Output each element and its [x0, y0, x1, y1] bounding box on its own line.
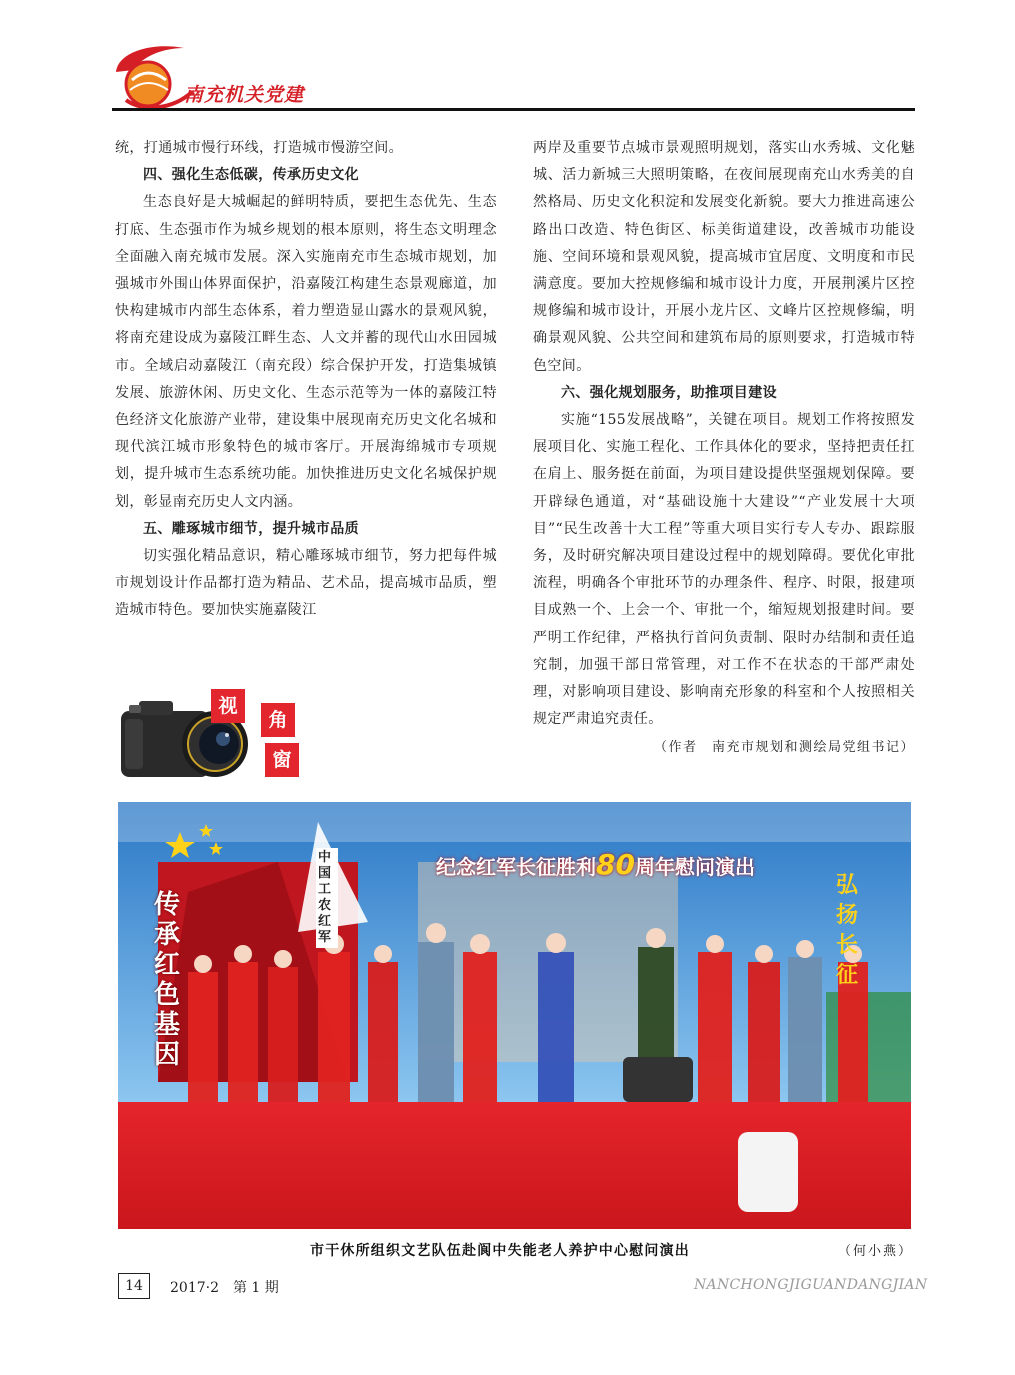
- author-signature: （作者 南充市规划和测绘局党组书记）: [653, 740, 915, 756]
- paragraph: 实施“155发展战略”，关键在项目。规划工作将按照发展项目化、实施工程化、工作具体化的要求，坚持把责任扛在肩上、服务挺在前面，为项目建设提供坚强规划保障。要开辟绿色通道，对“基础设施十大建设”“产业发展十大项目”“民生改善十大工程”等重大项目实行专人专办、跟踪服务，及时研究解决项目建设过程中的规划障碍。要优化审批流程，明确各个审批环节的办理条件、程序、时限，报建项目成熟一个、上会一个、审批一个，缩短规划报建时间。要严明工作纪律，严格执行首问负责制、限时办结制和责任追究制，加强干部日常管理，对工作不在状态的干部严肃处理，对影响项目建设、影响南充形象的科室和个人按照相关规定严肃追究责任。: [533, 412, 915, 728]
- banner-text: 周年慰问演出: [634, 855, 755, 879]
- banner-number: 80: [596, 848, 635, 881]
- left-slogan: 传承红色基因: [154, 890, 181, 1070]
- badge-char: 视: [211, 689, 245, 723]
- magazine-name-en: NANCHONGJIGUANDANGJIAN: [694, 1277, 928, 1293]
- issue-label: 2017·2 第 1 期: [170, 1280, 279, 1296]
- section-heading: 五、雕琢城市细节，提升城市品质: [143, 520, 359, 537]
- section-heading: 四、强化生态低碳，传承历史文化: [143, 167, 359, 184]
- banner-text: 纪念红军长征胜利: [436, 855, 596, 879]
- badge-char: 角: [261, 703, 295, 737]
- paragraph: 切实强化精品意识，精心雕琢城市细节，努力把每件城市规划设计作品都打造为精品、艺术品，提高城市品质，塑造城市特色。要加快实施嘉陵江: [115, 548, 497, 619]
- section-badge: [115, 685, 325, 790]
- photo-credit: （何小燕）: [838, 1244, 914, 1259]
- page-header: [0, 0, 1015, 120]
- header-rule: [112, 108, 915, 111]
- section-heading: 六、强化规划服务，助推项目建设: [561, 384, 777, 401]
- right-slogan: 弘扬长征: [836, 872, 859, 988]
- brand-title: 南充机关党建: [184, 84, 305, 106]
- paragraph: 统，打通城市慢行环线，打造城市慢游空间。: [115, 140, 403, 156]
- badge-char: 窗: [265, 743, 299, 777]
- performance-photo: [118, 802, 911, 1229]
- photo-banner: [436, 848, 755, 881]
- page-number: 14: [118, 1273, 150, 1299]
- right-column: [533, 135, 915, 762]
- photo-caption: 市干休所组织文艺队伍赴阆中失能老人养护中心慰问演出: [310, 1243, 690, 1259]
- paragraph: 两岸及重要节点城市景观照明规划，落实山水秀城、文化魅城、活力新城三大照明策略，在夜间展现南充山水秀美的自然格局、历史文化积淀和发展变化新貌。要大力推进高速公路出口改造、特色街区、标美街道建设，改善城市功能设施、空间环境和景观风貌，提高城市宜居度、文明度和市民满意度。要加大控规修编和城市设计力度，开展荆溪片区控规修编和城市设计，开展小龙片区、文峰片区控规修编，明确景观风貌、公共空间和建筑布局的原则要求，打造城市特色空间。: [533, 140, 915, 374]
- flag-text: 中国工农红军: [316, 848, 338, 948]
- left-column: [115, 135, 497, 625]
- paragraph: 生态良好是大城崛起的鲜明特质，要把生态优先、生态打底、生态强市作为城乡规划的根本原则，将生态文明理念全面融入南充城市发展。深入实施南充市生态城市规划，加强城市外围山体界面保护，沿嘉陵江构建生态景观廊道，加快构建城市内部生态体系，着力塑造显山露水的景观风貌，将南充建设成为嘉陵江畔生态、人文并蓄的现代山水田园城市。全域启动嘉陵江（南充段）综合保护开发，打造集城镇发展、旅游休闲、历史文化、生态示范等为一体的嘉陵江特色经济文化旅游产业带，建设集中展现南充历史文化名城和现代滨江城市形象特色的城市客厅。开展海绵城市专项规划，提升城市生态系统功能。加快推进历史文化名城保护规划，彰显南充历史人文内涵。: [115, 194, 497, 510]
